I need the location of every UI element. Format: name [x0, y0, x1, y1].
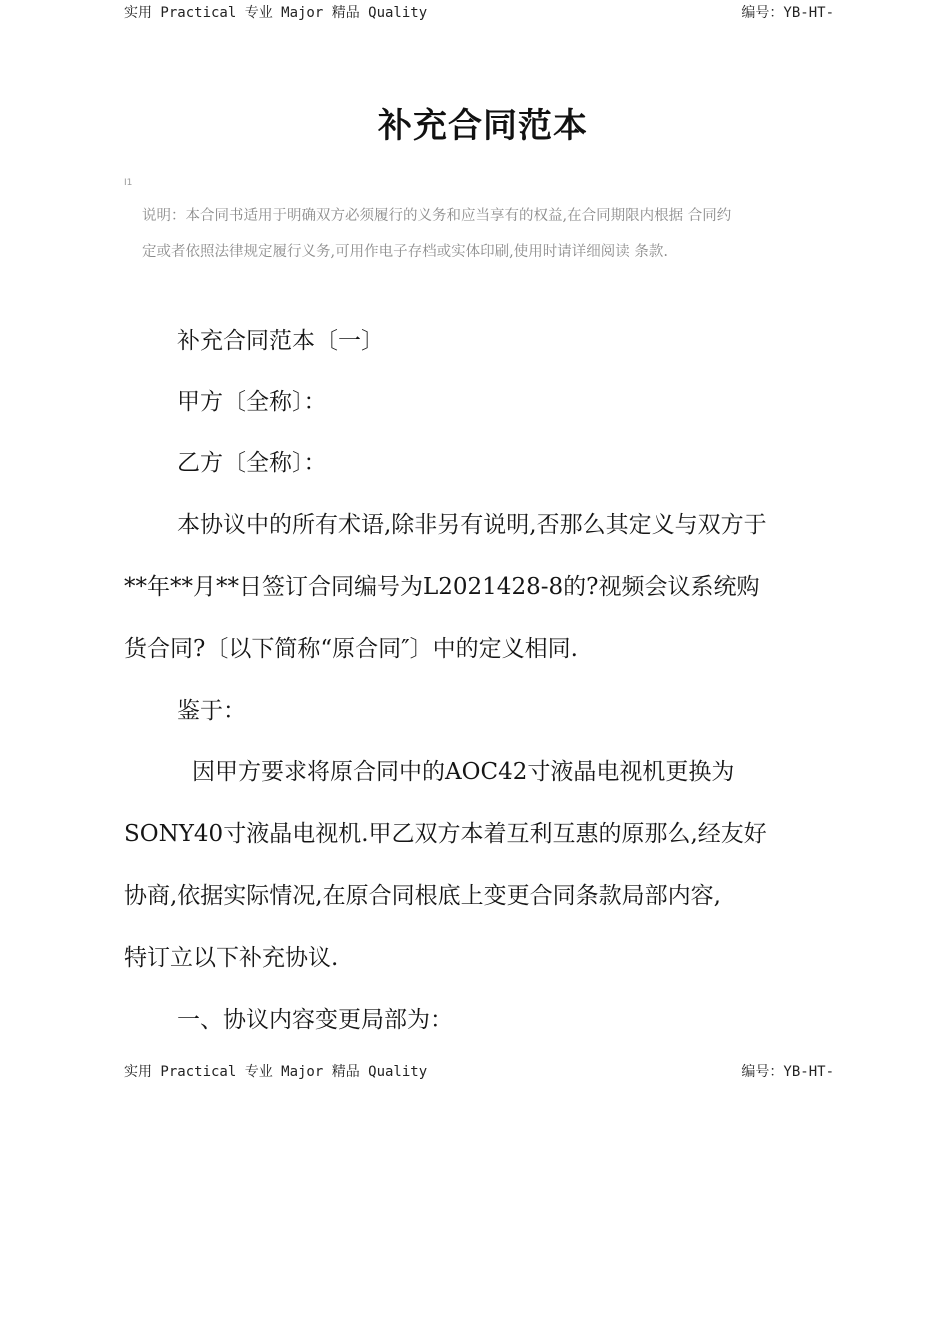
note-line-1: 说明：本合同书适用于明确双方必须履行的义务和应当享有的权益,在合同期限内根据 合同约 — [142, 208, 732, 224]
document-title: 补充合同范本 — [378, 106, 588, 146]
note-line-2: 定或者依照法律规定履行义务,可用作电子存档或实体印刷,使用时请详细阅读 条款. — [142, 244, 668, 260]
paragraph-1-line-3: 货合同?〔以下简称“原合同″〕中的定义相同. — [124, 636, 578, 662]
header-left-text: 实用 Practical 专业 Major 精品 Quality — [124, 5, 428, 21]
paragraph-2-line-4: 特订立以下补充协议. — [124, 945, 339, 971]
header-doc-number: 编号：YB-HT- — [741, 5, 834, 21]
paragraph-2-line-3: 协商,依据实际情况,在原合同根底上变更合同条款局部内容, — [124, 883, 721, 909]
footer-left-text: 实用 Practical 专业 Major 精品 Quality — [124, 1064, 428, 1080]
party-b-line: 乙方〔全称〕： — [177, 450, 327, 476]
footer-doc-number: 编号：YB-HT- — [741, 1064, 834, 1080]
party-a-line: 甲方〔全称〕： — [177, 389, 327, 415]
whereas-heading: 鉴于： — [177, 698, 246, 724]
paragraph-2-line-2: SONY40寸液晶电视机.甲乙双方本着互利互惠的原那么,经友好 — [124, 821, 767, 847]
contract-subtitle: 补充合同范本〔一〕 — [177, 328, 384, 354]
paragraph-1-line-1: 本协议中的所有术语,除非另有说明,否那么其定义与双方于 — [177, 512, 767, 538]
page-footer — [124, 1061, 834, 1083]
paragraph-2-line-1: 因甲方要求将原合同中的AOC42寸液晶电视机更换为 — [192, 759, 735, 785]
section-1-heading: 一、协议内容变更局部为： — [177, 1007, 453, 1033]
small-mark: I1 — [124, 178, 133, 188]
paragraph-1-line-2: **年**月**日签订合同编号为L2021428-8的?视频会议系统购 — [124, 574, 760, 600]
description-note — [142, 198, 847, 270]
page-header — [124, 2, 834, 24]
